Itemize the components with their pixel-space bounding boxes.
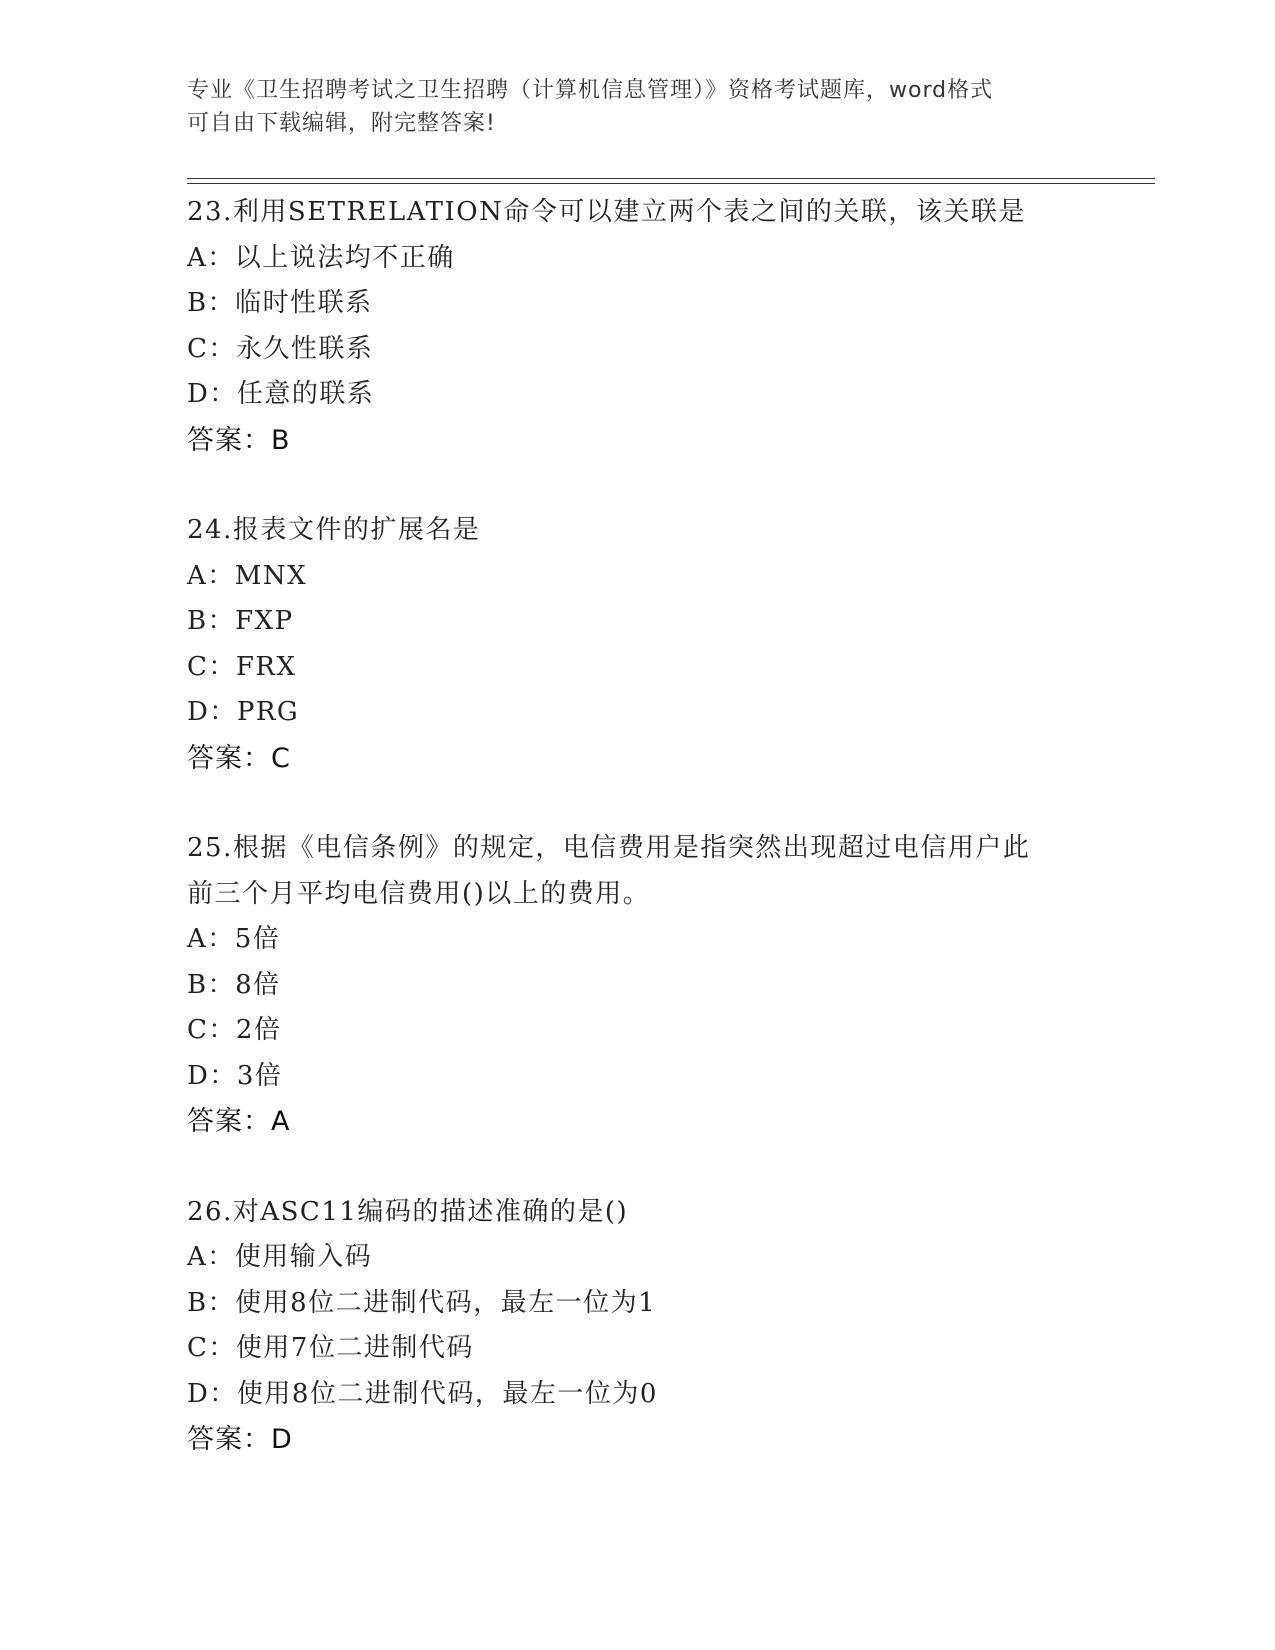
header-line-2: 可自由下载编辑，附完整答案! xyxy=(187,111,496,136)
answer-line: 答案：D xyxy=(187,1424,293,1455)
header-divider-top xyxy=(187,178,1155,179)
option-d: D：3倍 xyxy=(187,1060,283,1091)
option-b: B：8倍 xyxy=(187,969,281,1000)
option-c: C：永久性联系 xyxy=(187,333,374,364)
question-25 xyxy=(187,826,1107,1145)
option-b: B：FXP xyxy=(187,606,294,636)
option-a: A：5倍 xyxy=(187,924,281,954)
answer-line: 答案：B xyxy=(187,424,291,456)
option-c: C：2倍 xyxy=(187,1015,282,1045)
option-c: C：FRX xyxy=(187,651,297,682)
option-b: B：使用8位二进制代码，最左一位为1 xyxy=(187,1287,657,1318)
document-header xyxy=(187,74,1087,140)
option-a: A：MNX xyxy=(187,560,308,591)
answer-line: 答案：A xyxy=(187,1106,291,1137)
question-stem: 26.对ASC11编码的描述准确的是() xyxy=(187,1196,629,1227)
question-24 xyxy=(187,508,1107,781)
option-d: D：使用8位二进制代码，最左一位为0 xyxy=(187,1378,658,1409)
header-line-1: 专业《卫生招聘考试之卫生招聘（计算机信息管理）》资格考试题库，word格式 xyxy=(187,78,994,103)
question-stem: 23.利用SETRELATION命令可以建立两个表之间的关联，该关联是 xyxy=(187,197,1026,227)
option-b: B：临时性联系 xyxy=(187,288,373,318)
option-a: A：以上说法均不正确 xyxy=(187,242,455,273)
question-list xyxy=(187,190,1107,1508)
question-stem: 24.报表文件的扩展名是 xyxy=(187,515,481,545)
question-stem: 25.根据《电信条例》的规定，电信费用是指突然出现超过电信用户此 xyxy=(187,833,1031,863)
option-c: C：使用7位二进制代码 xyxy=(187,1333,474,1363)
question-stem-continued: 前三个月平均电信费用()以上的费用。 xyxy=(187,878,651,909)
header-divider-bottom xyxy=(187,183,1155,184)
option-d: D：PRG xyxy=(187,697,300,727)
question-23 xyxy=(187,190,1107,463)
option-d: D：任意的联系 xyxy=(187,379,375,409)
answer-line: 答案：C xyxy=(187,742,291,774)
question-26 xyxy=(187,1190,1107,1463)
option-a: A：使用输入码 xyxy=(187,1242,373,1272)
